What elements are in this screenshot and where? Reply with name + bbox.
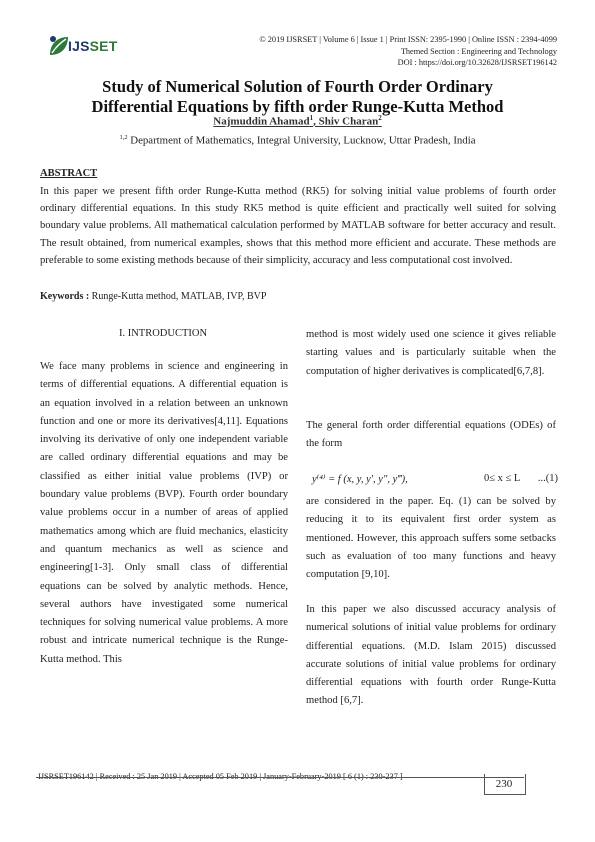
abstract-text: In this paper we present fifth order Runge-Kutta method (RK5) for solving initial value problems of fourth order ordinary differential equations. In this study RK5 method is quite efficient and practically well suited for solving boundary value problems. All mathematical calculation performed by MATLAB software for better accuracy and result. The result obtained, from numerical examples, shows that this method more efficient and accurate. These methods are preferable to some existing methods because of their simplicity, accuracy and less computational cost involved. [40,186,556,266]
equation-1 [306,473,558,491]
abstract-heading: ABSTRACT [40,168,98,179]
page-number: 230 [495,778,513,790]
intro-left-column: We face many problems in science and engineering in terms of differential equations. A differential equation is an equation involved in a relation between an unknown function and one or more its derivatives[4,11]. Equations involving its derivative of only one independent variable are called ordinary differential equations and may be classified as either initial value problems (IVP) or boundary value problems (BVP). Fourth order boundary value problems occur in a number of areas of applied mathematics among which are fluid mechanics, elasticity and quantum mechanics as well as science and engineering[1-3]. Only small class of differential equations can be solved by analytic methods. Hence, several authors have investigated some numerical techniques for solving numerical value problems. A more robust and intricate numerical technique is the Runge-Kutta method. This [40,361,288,665]
journal-logo [46,33,118,59]
paper-title: Study of Numerical Solution of Fourth Order Ordinary Differential Equations by fifth order Runge-Kutta Method [91,77,504,116]
intro-right-paragraph-3: are considered in the paper. Eq. (1) can be solved by reducing it to its equivalent first order system as mentioned. However, this approach suffers some setbacks such as evaluation of too many functions and heavy computation [9,10]. [306,496,556,581]
header-themed-section: Themed Section : Engineering and Technology [400,47,557,56]
author-affiliation: $^{1,2}$ Department of Mathematics, Integral University, Lucknow, Uttar Pradesh, India [119,134,476,147]
logo-text: IJSSET [68,38,118,54]
keywords-label: Keywords : [40,291,90,302]
footer-divider [36,777,524,778]
section-heading-introduction: I. INTRODUCTION [118,328,208,339]
keywords [40,291,266,302]
header-doi[interactable]: DOI : https://doi.org/10.32628/IJSRSET196142 [397,58,557,67]
intro-right-paragraph-2: The general forth order differential equations (ODEs) of the form [306,420,556,450]
equation-domain: 0≤ x ≤ L [484,473,521,484]
intro-right-paragraph-4: In this paper we also discussed accuracy analysis of numerical solutions of initial value problems for ordinary differential equations. (M.D. Islam 2015) discussed accurate solutions of initial value problems for ordinary differential equations with fourth order Runge-Kutta method [6,7]. [306,604,556,707]
equation-number: ...(1) [537,473,558,484]
equation-lhs: y⁽⁴⁾ = f (x, y, y′, y″, y‴), [312,474,408,485]
intro-right-paragraph-1: method is most widely used one science it gives reliable starting values and is particularly suitable when the computation of higher derivatives is complicated[6,7,8]. [306,329,556,377]
header-issn-line: © 2019 IJSRSET | Volume 6 | Issue 1 | Print ISSN: 2395-1990 | Online ISSN : 2394-4099 [259,35,557,44]
paper-authors: Najmuddin Ahamad$^1$, Shiv Charan$^2$ [213,114,382,128]
keywords-list: Runge-Kutta method, MATLAB, IVP, BVP [89,291,267,302]
footer-citation: IJSRSET196142 | Received : 25 Jan 2019 | Accepted 05 Feb 2019 | January-February-2019 [ 6 (1) : 230-237 ] [38,772,403,781]
